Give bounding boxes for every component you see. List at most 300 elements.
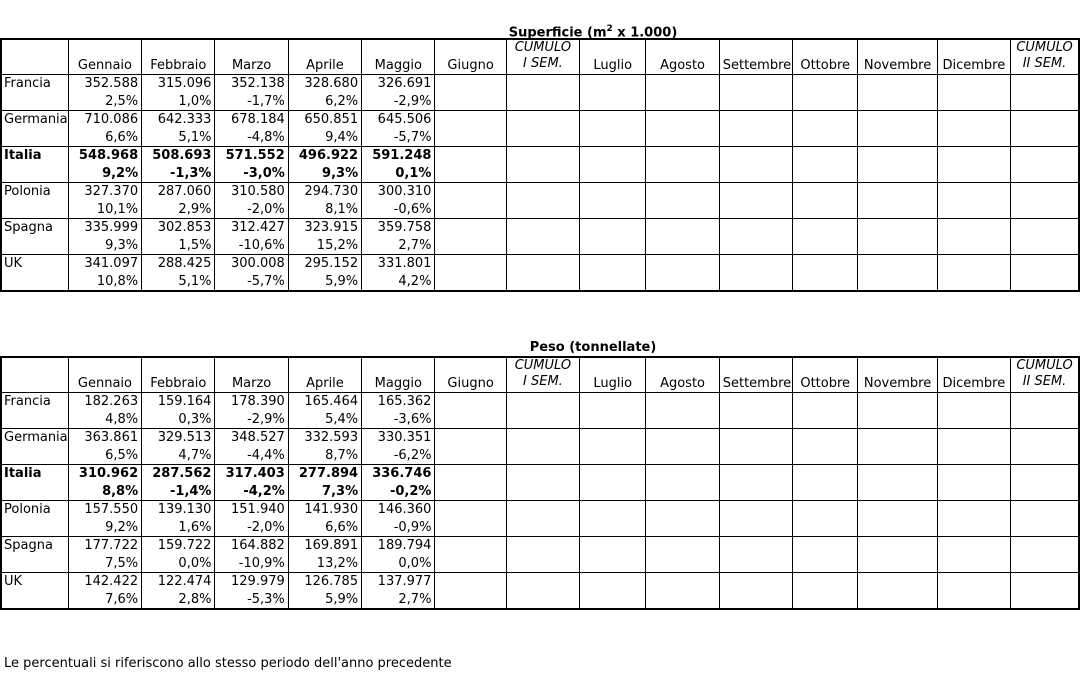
empty-cell: [646, 519, 719, 537]
percent-cell: 5,1%: [142, 129, 215, 147]
empty-cell: [793, 201, 858, 219]
empty-cell: [580, 555, 646, 573]
percent-cell: 6,2%: [288, 93, 361, 111]
empty-cell: [793, 75, 858, 93]
empty-cell: [719, 273, 792, 292]
percent-cell: -4,4%: [215, 447, 288, 465]
empty-cell: [646, 201, 719, 219]
empty-cell: [1011, 465, 1079, 483]
value-cell: 341.097: [68, 255, 141, 273]
percent-cell: 10,8%: [68, 273, 141, 292]
empty-cell: [719, 483, 792, 501]
percent-cell: -0,6%: [362, 201, 435, 219]
table-title-superficie: Superficie ($m^2$ x 1.000): [508, 24, 678, 41]
value-cell: 348.527: [215, 429, 288, 447]
country-label: Italia: [1, 147, 68, 165]
value-cell: 300.008: [215, 255, 288, 273]
empty-cell: [793, 93, 858, 111]
value-cell: 548.968: [68, 147, 141, 165]
empty-cell: [937, 219, 1010, 237]
empty-cell: [646, 465, 719, 483]
country-label: Polonia: [1, 183, 68, 201]
empty-cell: [646, 537, 719, 555]
empty-cell: [793, 165, 858, 183]
percent-cell: 5,4%: [288, 411, 361, 429]
empty-cell: [858, 255, 937, 273]
empty-cell: [506, 393, 579, 411]
percent-cell: -1,7%: [215, 93, 288, 111]
empty-cell: [506, 111, 579, 129]
empty-cell: [646, 75, 719, 93]
empty-cell: [719, 573, 792, 591]
percent-cell: 2,7%: [362, 591, 435, 610]
empty-cell: [646, 147, 719, 165]
value-cell: 326.691: [362, 75, 435, 93]
value-cell: 277.894: [288, 465, 361, 483]
percent-cell: -5,7%: [215, 273, 288, 292]
empty-cell: [719, 219, 792, 237]
percent-cell: 1,0%: [142, 93, 215, 111]
empty-cell: [646, 183, 719, 201]
empty-cell: [646, 411, 719, 429]
value-cell: 122.474: [142, 573, 215, 591]
empty-cell: [937, 273, 1010, 292]
percent-cell: -5,3%: [215, 591, 288, 610]
country-label-blank: [1, 483, 68, 501]
empty-cell: [646, 501, 719, 519]
percent-cell: 2,9%: [142, 201, 215, 219]
empty-cell: [506, 573, 579, 591]
empty-cell: [435, 591, 506, 610]
empty-cell: [506, 411, 579, 429]
empty-cell: [506, 273, 579, 292]
percent-cell: 9,2%: [68, 519, 141, 537]
empty-cell: [435, 537, 506, 555]
percent-cell: 0,0%: [362, 555, 435, 573]
empty-cell: [506, 147, 579, 165]
empty-cell: [858, 573, 937, 591]
empty-cell: [793, 573, 858, 591]
month-header: Gennaio: [68, 39, 141, 75]
empty-cell: [506, 183, 579, 201]
month-header: Aprile: [288, 357, 361, 393]
percent-cell: 4,8%: [68, 411, 141, 429]
table-row-percent: [1, 591, 1079, 610]
country-label-blank: [1, 201, 68, 219]
empty-cell: [793, 447, 858, 465]
value-cell: 159.722: [142, 537, 215, 555]
empty-cell: [858, 183, 937, 201]
table-row-percent: [1, 483, 1079, 501]
empty-cell: [719, 519, 792, 537]
empty-cell: [858, 147, 937, 165]
table-row: [1, 255, 1079, 273]
cumulo-1-header: CUMULO I SEM.: [506, 357, 579, 393]
percent-cell: 0,0%: [142, 555, 215, 573]
empty-cell: [1011, 201, 1079, 219]
value-cell: 137.977: [362, 573, 435, 591]
empty-cell: [858, 483, 937, 501]
country-label: Germania: [1, 111, 68, 129]
empty-cell: [646, 447, 719, 465]
empty-cell: [1011, 393, 1079, 411]
empty-cell: [719, 429, 792, 447]
table-row: [1, 147, 1079, 165]
empty-cell: [506, 519, 579, 537]
percent-cell: 6,6%: [288, 519, 361, 537]
table-row-percent: [1, 201, 1079, 219]
empty-cell: [435, 273, 506, 292]
value-cell: 302.853: [142, 219, 215, 237]
empty-cell: [858, 219, 937, 237]
percent-cell: 6,5%: [68, 447, 141, 465]
table-row-percent: [1, 165, 1079, 183]
empty-cell: [435, 147, 506, 165]
empty-cell: [719, 465, 792, 483]
country-label: Spagna: [1, 537, 68, 555]
value-cell: 328.680: [288, 75, 361, 93]
empty-cell: [793, 555, 858, 573]
month-header: Ottobre: [793, 39, 858, 75]
empty-cell: [1011, 147, 1079, 165]
empty-cell: [580, 165, 646, 183]
empty-cell: [506, 555, 579, 573]
empty-cell: [793, 591, 858, 610]
empty-cell: [793, 429, 858, 447]
value-cell: 139.130: [142, 501, 215, 519]
percent-cell: -1,4%: [142, 483, 215, 501]
empty-cell: [580, 183, 646, 201]
percent-cell: -2,0%: [215, 201, 288, 219]
percent-cell: 2,7%: [362, 237, 435, 255]
header-row: [1, 39, 1079, 75]
month-header: Febbraio: [142, 357, 215, 393]
empty-cell: [1011, 573, 1079, 591]
empty-cell: [793, 183, 858, 201]
country-label-blank: [1, 555, 68, 573]
value-cell: 300.310: [362, 183, 435, 201]
empty-cell: [646, 129, 719, 147]
value-cell: 710.086: [68, 111, 141, 129]
empty-cell: [719, 255, 792, 273]
empty-cell: [937, 465, 1010, 483]
corner-cell: [1, 357, 68, 393]
empty-cell: [858, 129, 937, 147]
percent-cell: 9,4%: [288, 129, 361, 147]
empty-cell: [646, 573, 719, 591]
percent-cell: 9,2%: [68, 165, 141, 183]
empty-cell: [646, 483, 719, 501]
value-cell: 323.915: [288, 219, 361, 237]
empty-cell: [719, 111, 792, 129]
empty-cell: [858, 555, 937, 573]
percent-cell: 2,5%: [68, 93, 141, 111]
empty-cell: [580, 255, 646, 273]
month-header: Maggio: [362, 39, 435, 75]
empty-cell: [506, 465, 579, 483]
empty-cell: [435, 429, 506, 447]
value-cell: 159.164: [142, 393, 215, 411]
value-cell: 141.930: [288, 501, 361, 519]
percent-cell: -0,9%: [362, 519, 435, 537]
empty-cell: [937, 429, 1010, 447]
percent-cell: 9,3%: [288, 165, 361, 183]
empty-cell: [646, 111, 719, 129]
table-row-percent: [1, 129, 1079, 147]
empty-cell: [435, 93, 506, 111]
value-cell: 164.882: [215, 537, 288, 555]
empty-cell: [719, 591, 792, 610]
empty-cell: [646, 219, 719, 237]
empty-cell: [719, 555, 792, 573]
superscript: 2: [606, 24, 613, 34]
value-cell: 189.794: [362, 537, 435, 555]
percent-cell: 2,8%: [142, 591, 215, 610]
month-header: Settembre: [719, 357, 792, 393]
percent-cell: 13,2%: [288, 555, 361, 573]
empty-cell: [580, 111, 646, 129]
empty-cell: [719, 75, 792, 93]
value-cell: 165.464: [288, 393, 361, 411]
empty-cell: [646, 429, 719, 447]
empty-cell: [793, 111, 858, 129]
empty-cell: [719, 537, 792, 555]
empty-cell: [719, 165, 792, 183]
empty-cell: [937, 501, 1010, 519]
empty-cell: [1011, 411, 1079, 429]
value-cell: 363.861: [68, 429, 141, 447]
table-row: [1, 111, 1079, 129]
country-label: Germania: [1, 429, 68, 447]
empty-cell: [937, 129, 1010, 147]
empty-cell: [435, 201, 506, 219]
empty-cell: [580, 483, 646, 501]
table-row-percent: [1, 237, 1079, 255]
value-cell: 496.922: [288, 147, 361, 165]
empty-cell: [506, 219, 579, 237]
percent-cell: 7,5%: [68, 555, 141, 573]
empty-cell: [858, 429, 937, 447]
empty-cell: [937, 165, 1010, 183]
percent-cell: 0,1%: [362, 165, 435, 183]
country-label-blank: [1, 519, 68, 537]
empty-cell: [580, 537, 646, 555]
empty-cell: [580, 519, 646, 537]
value-cell: 571.552: [215, 147, 288, 165]
country-label-blank: [1, 591, 68, 610]
empty-cell: [858, 111, 937, 129]
value-cell: 288.425: [142, 255, 215, 273]
value-cell: 151.940: [215, 501, 288, 519]
table-title-peso: Peso (tonnellate): [529, 340, 657, 355]
empty-cell: [435, 501, 506, 519]
empty-cell: [1011, 111, 1079, 129]
empty-cell: [937, 393, 1010, 411]
empty-cell: [1011, 447, 1079, 465]
empty-cell: [793, 237, 858, 255]
empty-cell: [937, 93, 1010, 111]
country-label: Polonia: [1, 501, 68, 519]
country-label-blank: [1, 93, 68, 111]
country-label-blank: [1, 129, 68, 147]
empty-cell: [580, 501, 646, 519]
empty-cell: [937, 573, 1010, 591]
percent-cell: 7,3%: [288, 483, 361, 501]
empty-cell: [506, 537, 579, 555]
empty-cell: [1011, 237, 1079, 255]
table-row-percent: [1, 519, 1079, 537]
empty-cell: [719, 393, 792, 411]
empty-cell: [858, 75, 937, 93]
month-header: Agosto: [646, 357, 719, 393]
month-header: Febbraio: [142, 39, 215, 75]
percent-cell: -10,6%: [215, 237, 288, 255]
empty-cell: [793, 537, 858, 555]
month-header: Gennaio: [68, 357, 141, 393]
cumulo-2-header: CUMULO II SEM.: [1011, 357, 1079, 393]
empty-cell: [858, 237, 937, 255]
empty-cell: [937, 111, 1010, 129]
empty-cell: [937, 237, 1010, 255]
percent-cell: -4,8%: [215, 129, 288, 147]
empty-cell: [858, 465, 937, 483]
percent-cell: 4,2%: [362, 273, 435, 292]
empty-cell: [580, 411, 646, 429]
table-row: [1, 573, 1079, 591]
percent-cell: 1,6%: [142, 519, 215, 537]
empty-cell: [1011, 591, 1079, 610]
percent-cell: -3,0%: [215, 165, 288, 183]
percent-cell: -5,7%: [362, 129, 435, 147]
empty-cell: [793, 219, 858, 237]
percent-cell: 8,1%: [288, 201, 361, 219]
empty-cell: [1011, 501, 1079, 519]
empty-cell: [719, 183, 792, 201]
value-cell: 315.096: [142, 75, 215, 93]
empty-cell: [435, 75, 506, 93]
empty-cell: [435, 129, 506, 147]
empty-cell: [580, 75, 646, 93]
country-label: UK: [1, 573, 68, 591]
empty-cell: [435, 183, 506, 201]
empty-cell: [435, 411, 506, 429]
empty-cell: [435, 573, 506, 591]
empty-cell: [646, 255, 719, 273]
empty-cell: [937, 591, 1010, 610]
empty-cell: [580, 273, 646, 292]
empty-cell: [1011, 219, 1079, 237]
empty-cell: [580, 429, 646, 447]
percent-cell: 1,5%: [142, 237, 215, 255]
empty-cell: [435, 555, 506, 573]
value-cell: 178.390: [215, 393, 288, 411]
percent-cell: -6,2%: [362, 447, 435, 465]
table-row: [1, 537, 1079, 555]
table-row-percent: [1, 411, 1079, 429]
value-cell: 294.730: [288, 183, 361, 201]
empty-cell: [793, 483, 858, 501]
month-header: Novembre: [858, 357, 937, 393]
value-cell: 645.506: [362, 111, 435, 129]
empty-cell: [793, 129, 858, 147]
empty-cell: [937, 147, 1010, 165]
month-header: Ottobre: [793, 357, 858, 393]
empty-cell: [937, 183, 1010, 201]
empty-cell: [1011, 555, 1079, 573]
empty-cell: [937, 255, 1010, 273]
table-peso: [0, 356, 1080, 610]
empty-cell: [646, 165, 719, 183]
empty-cell: [1011, 129, 1079, 147]
percent-cell: 6,6%: [68, 129, 141, 147]
empty-cell: [858, 537, 937, 555]
empty-cell: [646, 555, 719, 573]
table-row-percent: [1, 273, 1079, 292]
table-row: [1, 75, 1079, 93]
value-cell: 327.370: [68, 183, 141, 201]
empty-cell: [937, 483, 1010, 501]
empty-cell: [937, 519, 1010, 537]
month-header: Agosto: [646, 39, 719, 75]
percent-cell: 5,1%: [142, 273, 215, 292]
value-cell: 287.562: [142, 465, 215, 483]
empty-cell: [435, 465, 506, 483]
empty-cell: [858, 447, 937, 465]
empty-cell: [1011, 183, 1079, 201]
month-header: Novembre: [858, 39, 937, 75]
month-header: Dicembre: [937, 39, 1010, 75]
empty-cell: [1011, 537, 1079, 555]
value-cell: 287.060: [142, 183, 215, 201]
empty-cell: [937, 201, 1010, 219]
table-row-percent: [1, 447, 1079, 465]
empty-cell: [435, 255, 506, 273]
table-row-percent: [1, 555, 1079, 573]
month-header: Giugno: [435, 357, 506, 393]
value-cell: 336.746: [362, 465, 435, 483]
empty-cell: [435, 111, 506, 129]
value-cell: 335.999: [68, 219, 141, 237]
empty-cell: [506, 165, 579, 183]
country-label: Spagna: [1, 219, 68, 237]
empty-cell: [858, 591, 937, 610]
empty-cell: [580, 201, 646, 219]
value-cell: 329.513: [142, 429, 215, 447]
value-cell: 126.785: [288, 573, 361, 591]
month-header: Marzo: [215, 39, 288, 75]
empty-cell: [1011, 255, 1079, 273]
value-cell: 142.422: [68, 573, 141, 591]
country-label: Francia: [1, 393, 68, 411]
empty-cell: [858, 411, 937, 429]
empty-cell: [646, 591, 719, 610]
value-cell: 317.403: [215, 465, 288, 483]
value-cell: 591.248: [362, 147, 435, 165]
table-row: [1, 501, 1079, 519]
percent-cell: 10,1%: [68, 201, 141, 219]
corner-cell: [1, 39, 68, 75]
percent-cell: 5,9%: [288, 591, 361, 610]
empty-cell: [506, 201, 579, 219]
country-label-blank: [1, 273, 68, 292]
percent-cell: -4,2%: [215, 483, 288, 501]
empty-cell: [858, 273, 937, 292]
empty-cell: [793, 393, 858, 411]
country-label: UK: [1, 255, 68, 273]
value-cell: 146.360: [362, 501, 435, 519]
empty-cell: [793, 501, 858, 519]
value-cell: 332.593: [288, 429, 361, 447]
